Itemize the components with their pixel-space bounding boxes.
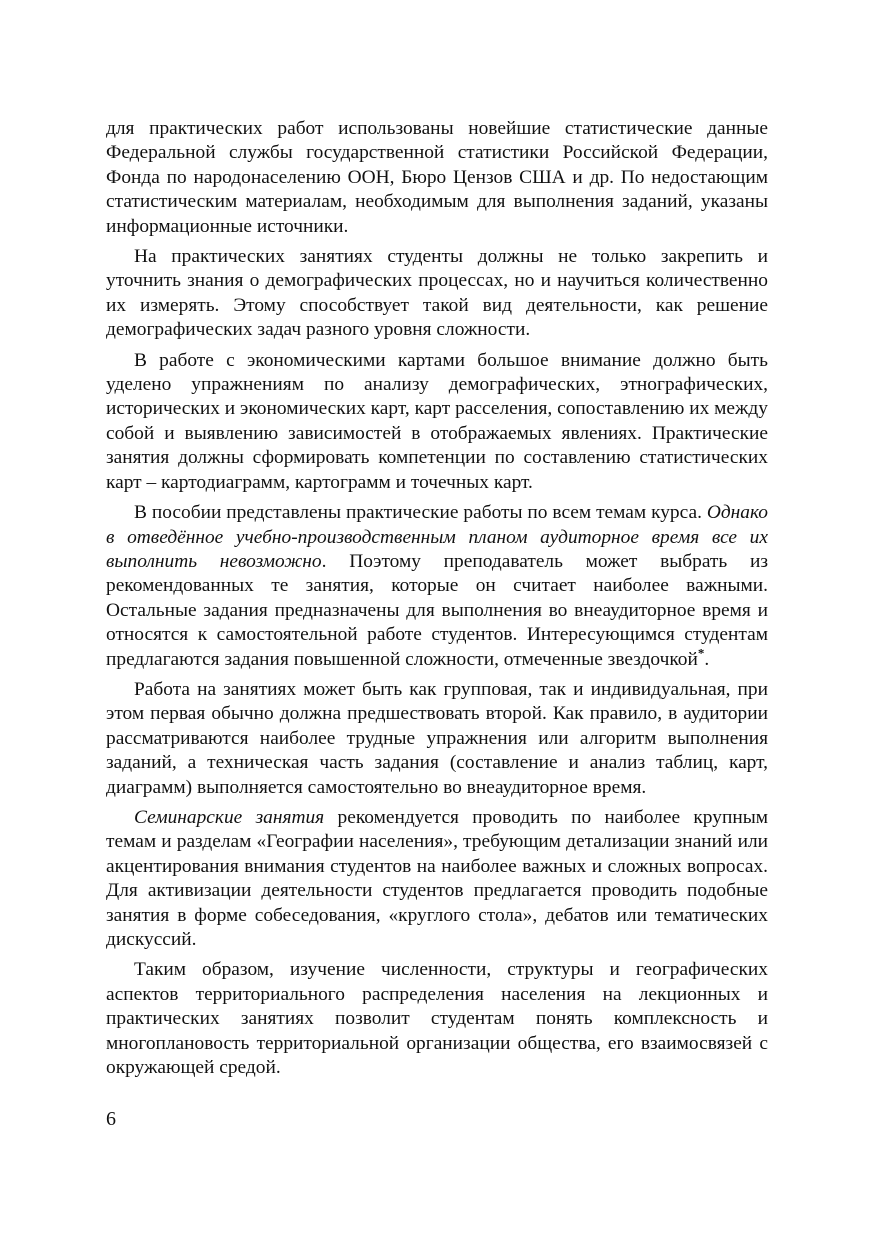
paragraph-4 [106, 501, 768, 672]
paragraph-4-start: В пособии представлены практические работы по всем темам курса. [134, 502, 707, 524]
paragraph-4-end: . [704, 648, 710, 670]
paragraph-5: Работа на занятиях может быть как групповая, так и индивидуальная, при этом первая обычно должна предшествовать второй. Как правило, в аудитории рассматриваются наиболее трудные упражнения или алгоритм выполнения заданий, а техническая часть задания (составление и анализ таблиц, карт, диаграмм) выполняется самостоятельно во внеаудиторное время. [106, 678, 768, 798]
asterisk-mark: * [697, 645, 705, 661]
paragraph-4-rest: . Поэтому преподаватель может выбрать из рекомендованных те занятия, которые он считает наиболее важными. Остальные задания предназначены для выполнения во внеаудиторное время и относятся к самостоятельной работе студентов. Интересующимся студентам предлагаются задания повышенной сложности, отмеченные звездочкой [106, 550, 769, 670]
paragraph-1: для практических работ использованы новейшие статистические данные Федеральной службы государственной статистики Российской Федерации, Фонда по народонаселению ООН, Бюро Цензов США и др. По недостающим статистическим материалам, необходимым для выполнения заданий, указаны информационные источники. [106, 118, 768, 237]
paragraph-6-italic: Семинарские занятия [134, 806, 325, 828]
paragraph-7: Таким образом, изучение численности, структуры и географических аспектов территориального распределения населения на лекционных и практических занятиях позволит студентам понять комплексность и многоплановость территориальной организации общества, его взаимосвязей с окружающей средой. [106, 959, 768, 1079]
paragraph-6-rest: рекомендуется проводить по наиболее крупным темам и разделам «Географии населения», требующим детализации знаний или акцентирования внимания студентов на наиболее важных и сложных вопросах. Для активизации деятельности студентов предлагается проводить подобные занятия в форме собеседования, «круглого стола», дебатов или тематических дискуссий. [106, 806, 768, 950]
paragraph-4-italic: Однако в отведённое учебно-производственным планом аудиторное время все их выполнить невозможно [106, 502, 768, 572]
page-body [106, 117, 768, 1086]
page-number: 6 [106, 1108, 116, 1130]
paragraph-2: На практических занятиях студенты должны не только закрепить и уточнить знания о демографических процессах, но и научиться количественно их измерять. Этому способствует такой вид деятельности, как решение демографических задач разного уровня сложности. [106, 246, 768, 341]
paragraph-3: В работе с экономическими картами большое внимание должно быть уделено упражнениям по анализу демографических, этнографических, исторических и экономических карт, карт расселения, сопоставлению их между собой и выявлению зависимостей в отображаемых явлениях. Практические занятия должны сформировать компетенции по составлению статистических карт – картодиаграмм, картограмм и точечных карт. [106, 349, 768, 493]
paragraph-6 [106, 806, 768, 952]
